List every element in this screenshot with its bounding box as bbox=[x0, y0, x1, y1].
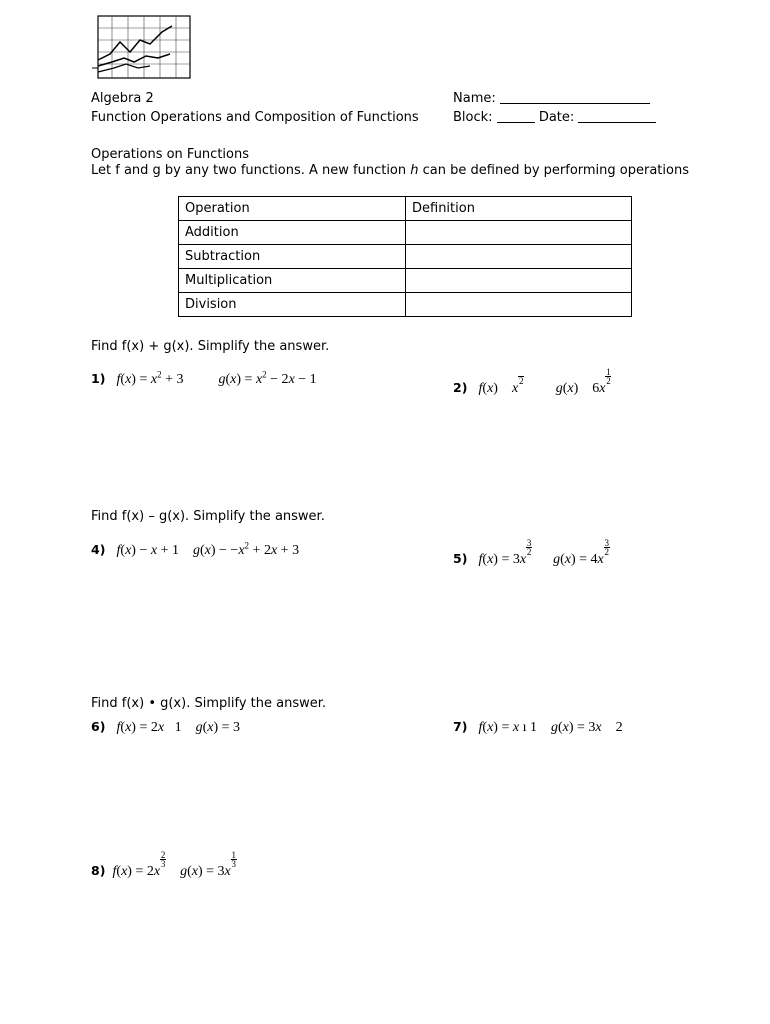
worksheet-logo bbox=[90, 14, 192, 84]
name-label: Name: bbox=[453, 91, 496, 106]
section-difference-heading: Find f(x) – g(x). Simplify the answer. bbox=[91, 509, 325, 524]
block-field[interactable] bbox=[497, 122, 535, 123]
definition-cell[interactable] bbox=[406, 245, 632, 269]
block-date-line bbox=[453, 110, 656, 125]
row-addition: Addition bbox=[179, 221, 406, 245]
table-row bbox=[179, 245, 632, 269]
problem-2-expression: f(x) x 2 g(x) 6x $\frac{1}{2}$ bbox=[478, 367, 611, 397]
section-product-heading: Find f(x) • g(x). Simplify the answer. bbox=[91, 696, 327, 711]
table-header-row bbox=[179, 197, 632, 221]
problem-7-expression: f(x) = x ı 1 g(x) = 3x 2 bbox=[478, 720, 623, 735]
problem-4-expression: f(x) − x + 1 $g(x) - -x^2 + 2x + 3$ bbox=[116, 540, 300, 558]
problem-1-expression: $f(x) = x^2 + 3$ $g(x) = x^2 - 2x - 1$ bbox=[116, 369, 317, 387]
line-graph-icon bbox=[90, 14, 192, 80]
date-field[interactable] bbox=[578, 122, 656, 123]
problem-5: 5) f(x) = 3x $\frac{3}{2}$ g(x) = 4x $\frac{3}{2}$ bbox=[453, 538, 609, 568]
row-subtraction: Subtraction bbox=[179, 245, 406, 269]
definition-cell[interactable] bbox=[406, 221, 632, 245]
operations-heading: Operations on Functions bbox=[91, 147, 249, 162]
problem-5-expression: f(x) = 3x $\frac{3}{2}$ g(x) = 4x $\frac{3}{2}$ bbox=[478, 538, 609, 568]
problem-6: 6) f(x) = 2x 1 g(x) = 3 bbox=[91, 719, 241, 735]
row-division: Division bbox=[179, 293, 406, 317]
problem-8-expression: f(x) = 2x $\frac{2}{3}$ g(x) = 3x $\frac{1}{3}$ bbox=[112, 850, 236, 880]
definition-cell[interactable] bbox=[406, 269, 632, 293]
header-operation: Operation bbox=[179, 197, 406, 221]
problem-1: 1) $f(x) = x^2 + 3$ $g(x) = x^2 - 2x - 1$ bbox=[91, 369, 317, 387]
definition-cell[interactable] bbox=[406, 293, 632, 317]
problem-4: 4) f(x) − x + 1 $g(x) - -x^2 + 2x + 3$ bbox=[91, 540, 300, 558]
header-definition: Definition bbox=[406, 197, 632, 221]
table-row bbox=[179, 221, 632, 245]
problem-6-expression: f(x) = 2x 1 g(x) = 3 bbox=[116, 720, 241, 735]
name-field[interactable] bbox=[500, 103, 650, 104]
intro-line: Let f and g by any two functions. A new function h can be defined by performing operations bbox=[91, 163, 689, 178]
table-row bbox=[179, 293, 632, 317]
course-title: Algebra 2 bbox=[91, 91, 154, 106]
date-label: Date: bbox=[538, 110, 575, 125]
problem-7: 7) f(x) = x ı 1 g(x) = 3x 2 bbox=[453, 719, 623, 735]
section-sum-heading: Find f(x) + g(x). Simplify the answer. bbox=[91, 339, 330, 354]
problem-8: 8) f(x) = 2x $\frac{2}{3}$ g(x) = 3x $\frac{1}{3}$ bbox=[91, 850, 236, 880]
block-label: Block: bbox=[453, 110, 493, 125]
problem-2: 2) f(x) x 2 g(x) 6x $\frac{1}{2}$ bbox=[453, 367, 611, 397]
topic-title: Function Operations and Composition of Functions bbox=[91, 110, 419, 125]
name-line bbox=[453, 91, 650, 106]
operations-table bbox=[178, 196, 632, 317]
row-multiplication: Multiplication bbox=[179, 269, 406, 293]
table-row bbox=[179, 269, 632, 293]
